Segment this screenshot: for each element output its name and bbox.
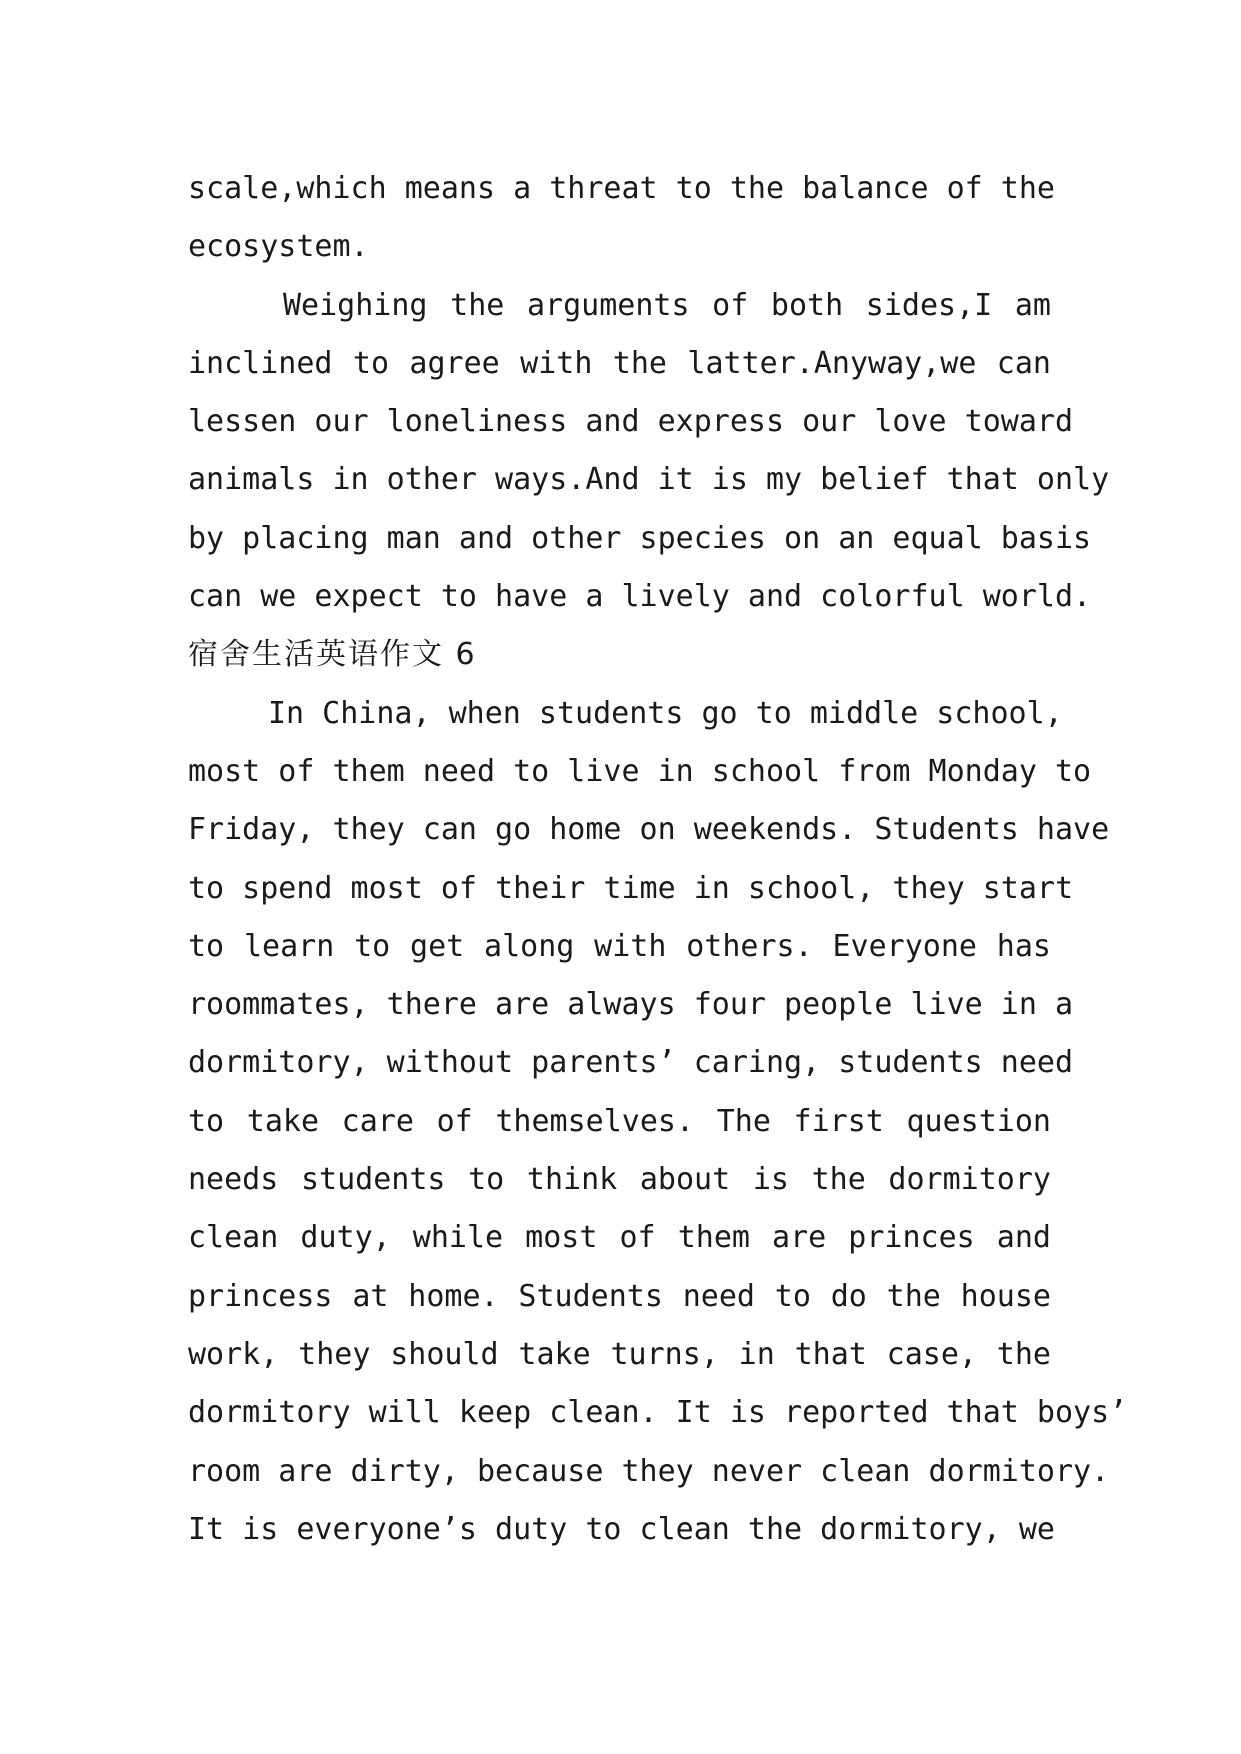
text-line: room are dirty, because they never clean dormitory.	[188, 1453, 1110, 1489]
text-line: dormitory, without parents’ caring, students need	[188, 1045, 1074, 1081]
text-line: most of them need to live in school from Monday to	[188, 753, 1092, 789]
text-line: In China, when students go to middle school,	[268, 695, 1063, 731]
text-line: ecosystem.	[188, 229, 369, 265]
text-line: roommates, there are always four people live in a	[188, 987, 1074, 1023]
paragraph-essay-6	[188, 685, 1128, 1559]
text-line: lessen our loneliness and express our love toward	[188, 404, 1074, 440]
text-line: to learn to get along with others. Everyone has	[188, 928, 1051, 964]
text-line: Friday, they can go home on weekends. Students have	[188, 812, 1110, 848]
text-line: scale,which means a threat to the balance of the	[188, 171, 1055, 206]
text-line: dormitory will keep clean. It is reported that boys’	[188, 1395, 1128, 1431]
text-line: by placing man and other species on an equal basis	[188, 520, 1092, 556]
paragraph-continuation	[188, 160, 1055, 277]
text-line: clean duty, while most of them are princes and	[188, 1220, 1051, 1256]
text-line: Weighing the arguments of both sides,I am	[283, 287, 1051, 323]
text-line: inclined to agree with the latter.Anyway,we can	[188, 345, 1051, 381]
text-line: needs students to think about is the dormitory	[188, 1162, 1051, 1198]
text-line: to spend most of their time in school, they start	[188, 870, 1074, 906]
text-line: work, they should take turns, in that case, the	[188, 1336, 1051, 1372]
paragraph-conclusion	[188, 277, 1110, 627]
text-line: princess at home. Students need to do the house	[188, 1278, 1051, 1314]
text-line: can we expect to have a lively and colorful world.	[188, 579, 1092, 615]
text-line: to take care of themselves. The first question	[188, 1103, 1051, 1139]
section-heading: 宿舍生活英语作文 6	[188, 637, 477, 673]
text-line: It is everyone’s duty to clean the dormitory, we	[188, 1511, 1055, 1547]
text-line: animals in other ways.And it is my belief that only	[188, 462, 1110, 498]
document-body	[188, 160, 1128, 1559]
